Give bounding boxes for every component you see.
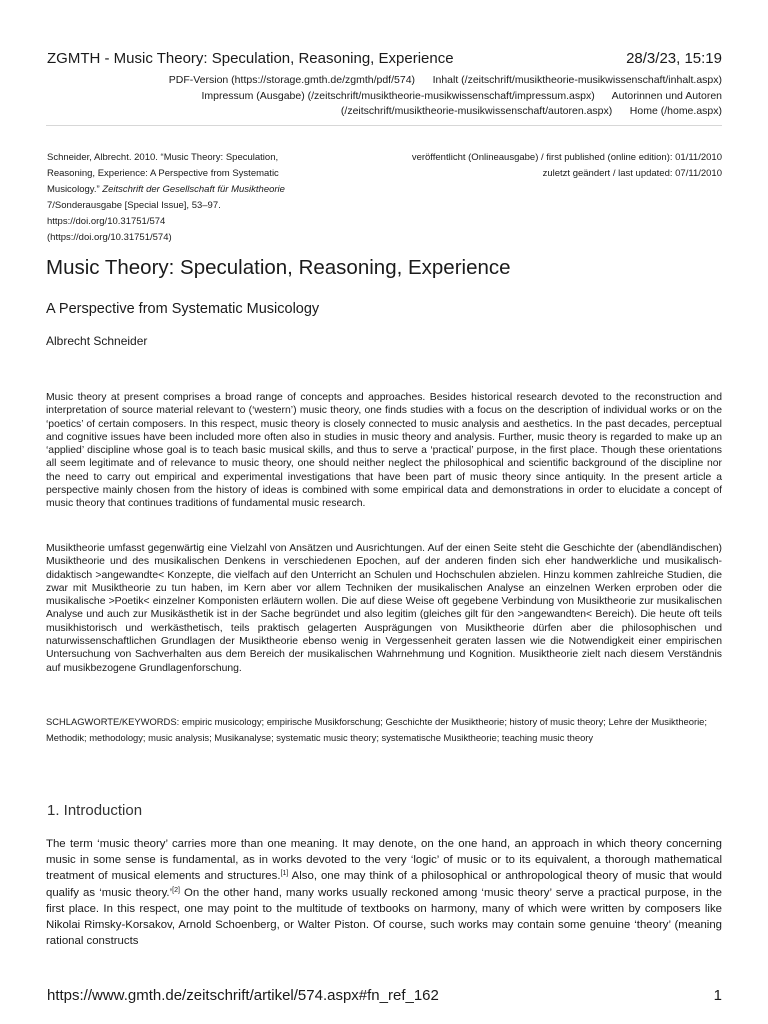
journal-name: Zeitschrift der Gesellschaft für Musiktheorie [102,184,285,195]
keywords-list: empiric musicology; empirische Musikforschung; Geschichte der Musiktheorie; history of music theory; Lehre der Musiktheorie; Methodik; methodology; music analysis; Musikanalyse; systematic music theory; systematische Musiktheorie; teaching music theory [46,716,708,743]
citation-block [47,150,322,246]
article-author: Albrecht Schneider [46,334,148,348]
nav-links [42,73,722,120]
print-footer-url: https://www.gmth.de/zeitschrift/artikel/574.aspx#fn_ref_162 [47,987,439,1004]
doi-link-url[interactable]: (https://doi.org/10.31751/574) [47,232,172,243]
abstract-german: Musiktheorie umfasst gegenwärtig eine Vielzahl von Ansätzen und Ausrichtungen. Auf der einen Seite steht die Geschichte der (abendländischen) Musiktheorie und des musikalischen Denkens in verschiedenen Epochen, auf der anderen finden sich eher handwerkliche und musikalisch-didaktisch >angewandte< Konzepte, die vielfach auf den Unterricht an Schulen und Hochschulen abzielen. Hinzu kommen zahlreiche Studien, die zwar mit Musiktheorie zu tun haben, im Kern aber vor allem Techniken der musikalischen Analyse an einzelnen Werken erproben oder die musikalische >Poetik< einzelner Komponisten erläutern wollen. Die auf diese Weise oft gegebene Verbindung von Musiktheorie zur musikalischen Analyse und auch zur Musikästhetik ist in der Sache begründet und also legitim (gleiches gilt für den >angewandten< Bereich). Die heute oft teils musikhistorisch und werkästhetisch, teils praktisch gelagerten Ausprägungen von Musiktheorie dürfen aber die philosophischen und naturwissenschaftlichen Grundlagen der Musiktheorie ebenso wenig in Vergessenheit geraten lassen wie die Notwendigkeit einer empirischen Untersuchung von Sachverhalten aus dem Bereich der musikalischen Wahrnehmung und Kognition. Musiktheorie zielt nach diesem Verständnis auf musikbezogene Grundlagenforschung. [46,543,722,674]
keywords [46,714,722,746]
footnote-2-link[interactable]: [2] [172,886,180,894]
pdf-version-link[interactable]: PDF-Version (https://storage.gmth.de/zgmth/pdf/574) [168,74,416,86]
header-divider [46,125,722,126]
citation-line: 7/Sonderausgabe [Special Issue], 53–97. [47,200,221,211]
publication-info [342,150,722,182]
citation-line: Schneider, Albrecht. 2010. “Music Theory: Speculation, [47,152,279,163]
authors-link-url[interactable]: (/zeitschrift/musiktheorie-musikwissenschaft/autoren.aspx) [340,105,613,117]
home-link[interactable]: Home (/home.aspx) [629,105,722,117]
authors-link[interactable]: Autorinnen und Autoren [611,89,722,102]
print-footer-page-number: 1 [713,987,722,1004]
imprint-link[interactable]: Impressum (Ausgabe) (/zeitschrift/musiktheorie-musikwissenschaft/impressum.aspx) [201,89,595,102]
contents-link[interactable]: Inhalt (/zeitschrift/musiktheorie-musikwissenschaft/inhalt.aspx) [432,74,722,86]
doi-link[interactable]: https://doi.org/10.31751/574 [47,216,166,227]
footnote-1-link[interactable]: [1] [280,870,289,878]
article-subtitle: A Perspective from Systematic Musicology [46,301,320,317]
keywords-label: SCHLAGWORTE/KEYWORDS: [46,716,180,727]
print-header-datetime: 28/3/23, 15:19 [626,50,722,67]
first-published: veröffentlicht (Onlineausgabe) / first published (online edition): 01/11/2010 [411,152,722,163]
print-header-title: ZGMTH - Music Theory: Speculation, Reasoning, Experience [47,50,454,67]
citation-line: Reasoning, Experience: A Perspective from Systematic [47,168,279,179]
abstract-english: Music theory at present comprises a broad range of concepts and approaches. Besides historical research devoted to the reconstruction and interpretation of source material relevant to (‘western’) music theory, one finds studies with a focus on the description of individual works or on the ‘poetics’ of certain composers. In this respect, music theory is closely connected to music analysis and aesthetics. In the past decades, perceptual and cognitive issues have been included more often also in studies in music theory and analysis. Further, music theory is regarded to make up an ‘applied’ discipline whose goal is to teach basic musical skills, and thus to serve a ‘practical’ purpose, in the first place. Though these orientations all seem legitimate and of relevance to music theory, one should neither neglect the philosophical and scientific background of the discipline nor the need to carry out empirical and experimental investigations that have been part of music theory since antiquity. In the present article a perspective mainly chosen from the history of ideas is combined with some empirical data and demonstrations in order to elucidate a concept of music theory that continues traditions of fundamental music research. [46,392,722,510]
introduction-paragraph: The term ‘music theory’ carries more than one meaning. It may denote, on the one hand, an approach in which theory concerning music in some sense is fundamental, as in works devoted to the very ‘logic’ of music or to its equivalent, a thorough mathematical treatment of musical elements and structures.[1] Also, one may think of a philosophical or anthropological theory of music that would qualify as ‘music theory.’[2] On the other hand, many works usually reckoned among ‘music theory’ serve a practical purpose, in the first place. In this respect, one may point to the multitude of textbooks on harmony, many of which were written by composers like Nikolai Rimsky-Korsakov, Arnold Schoenberg, or Walter Piston. Of course, such works may contain some genuine ‘theory’ (meaning rational constructs [46,838,723,948]
article-title: Music Theory: Speculation, Reasoning, Experience [46,256,511,279]
citation-line: Musicology.” Zeitschrift der Gesellschaft für Musiktheorie [47,184,285,195]
last-updated: zuletzt geändert / last updated: 07/11/2010 [542,168,722,179]
section-heading-introduction: 1. Introduction [47,802,143,819]
